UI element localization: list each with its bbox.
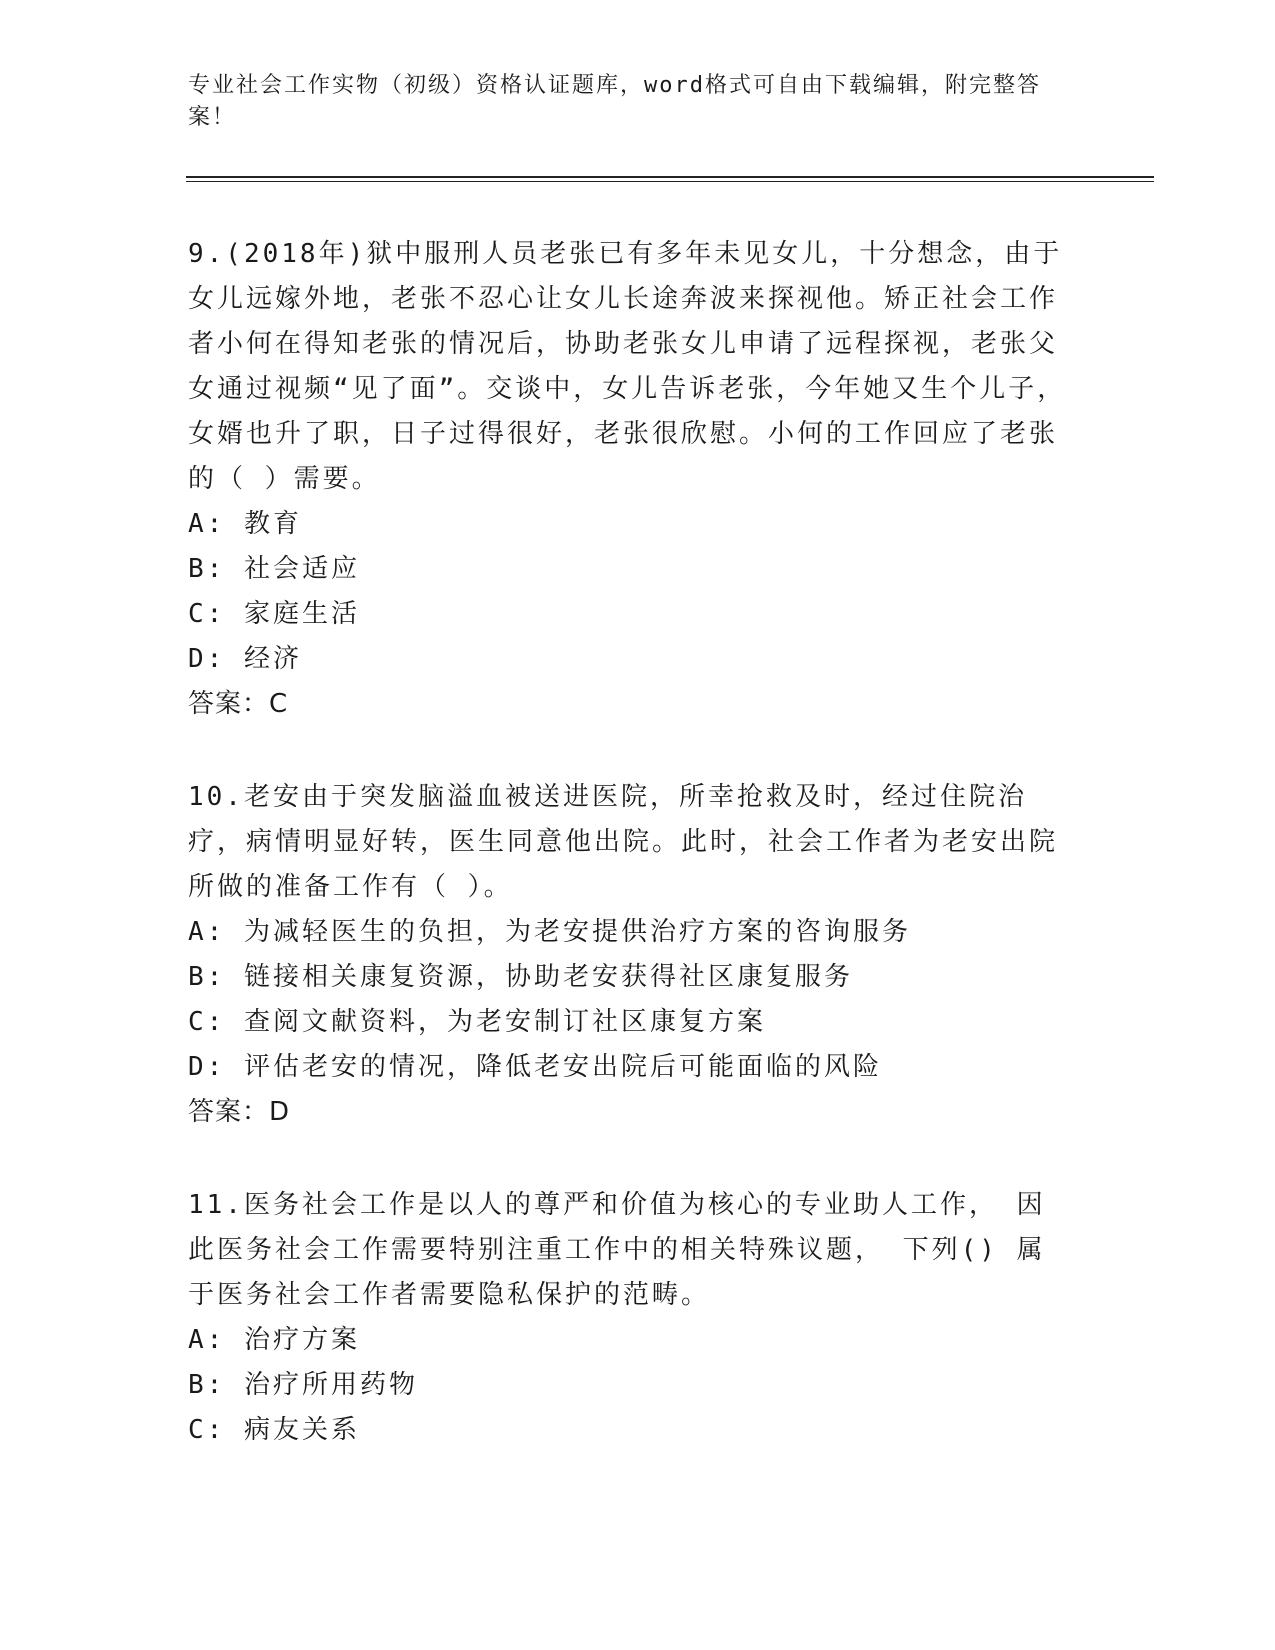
answer: 答案：C [188, 689, 289, 719]
header-rule-thin [186, 181, 1154, 182]
option-c: C: 病友关系 [188, 1415, 360, 1445]
option-d: D: 经济 [188, 644, 302, 674]
option-b: B: 链接相关康复资源，协助老安获得社区康复服务 [188, 962, 853, 992]
option-a: A: 为减轻医生的负担，为老安提供治疗方案的咨询服务 [188, 917, 911, 947]
header-rule-thick [186, 176, 1154, 178]
option-c: C: 查阅文献资料，为老安制订社区康复方案 [188, 1007, 766, 1037]
option-b: B: 社会适应 [188, 554, 360, 584]
option-a: A: 治疗方案 [188, 1325, 360, 1355]
question-11 [188, 1183, 1068, 1453]
question-stem: 11.医务社会工作是以人的尊严和价值为核心的专业助人工作， 因此医务社会工作需要特别注重工作中的相关特殊议题， 下列() 属于医务社会工作者需要隐私保护的范畴。 [188, 1190, 1046, 1310]
option-b: B: 治疗所用药物 [188, 1370, 418, 1400]
option-d: D: 评估老安的情况，降低老安出院后可能面临的风险 [188, 1052, 882, 1082]
option-c: C: 家庭生活 [188, 599, 360, 629]
answer: 答案：D [188, 1097, 291, 1127]
document-header: 专业社会工作实物（初级）资格认证题库，word格式可自由下载编辑，附完整答案！ [188, 73, 1041, 130]
option-a: A: 教育 [188, 509, 302, 539]
question-list [188, 232, 1068, 1501]
question-stem: 10.老安由于突发脑溢血被送进医院，所幸抢救及时，经过住院治疗，病情明显好转，医生同意他出院。此时，社会工作者为老安出院所做的准备工作有（ ）。 [188, 782, 1059, 902]
question-9 [188, 232, 1068, 727]
question-10 [188, 775, 1068, 1135]
question-stem: 9.(2018年)狱中服刑人员老张已有多年未见女儿，十分想念，由于女儿远嫁外地，老张不忍心让女儿长途奔波来探视他。矫正社会工作者小何在得知老张的情况后，协助老张女儿申请了远程探视，老张父女通过视频“见了面”。交谈中，女儿告诉老张，今年她又生个儿子，女婿也升了职，日子过得很好，老张很欣慰。小何的工作回应了老张的（ ）需要。 [188, 239, 1067, 494]
